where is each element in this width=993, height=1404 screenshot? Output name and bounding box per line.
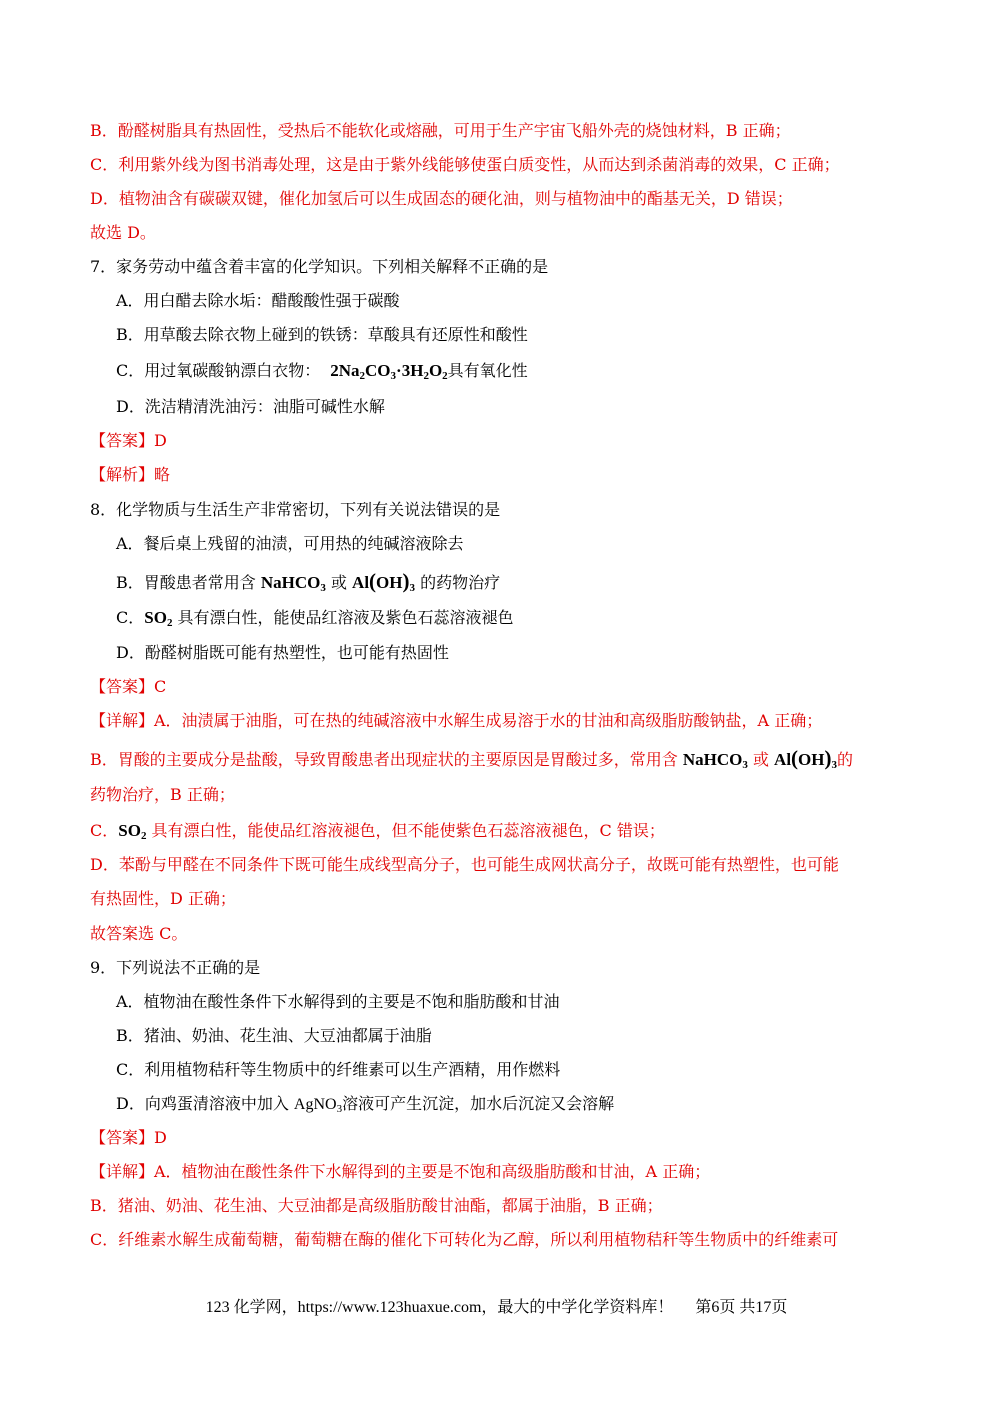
formula-so2: $SO_2$ [144, 608, 173, 629]
detail-8b-cont: 药物治疗，B 正确； [90, 785, 235, 804]
explanation-line: D．植物油含有碳碳双键，催化加氢后可以生成固态的硬化油，则与植物油中的酯基无关，D 错误； [90, 189, 793, 208]
detail-9b: B．猪油、奶油、花生油、大豆油都是高级脂肪酸甘油酯，都属于油脂，B 正确； [90, 1196, 663, 1215]
option-8b: B．胃酸患者常用含 NaHCO$_3$ 或 $Al(OH)_3$ 的药物治疗 [116, 569, 501, 594]
option-7c: C．用过氧碳酸钠漂白衣物： $2Na_2CO_3\cdot 3H_2O_2$具有氧化性 [116, 361, 528, 382]
detail-8d: D．苯酚与甲醛在不同条件下既可能生成线型高分子，也可能生成网状高分子，故既可能有热塑性，也可能 [90, 855, 839, 874]
option-9b: B．猪油、奶油、花生油、大豆油都属于油脂 [116, 1026, 432, 1045]
option-7d: D．洗洁精清洗油污：油脂可碱性水解 [116, 397, 385, 416]
option-9c: C．利用植物秸秆等生物质中的纤维素可以生产酒精，用作燃料 [116, 1060, 561, 1079]
detail-8c: C．$SO_2$ 具有漂白性，能使品红溶液褪色，但不能使紫色石蕊溶液褪色，C 错误； [90, 821, 665, 842]
question-8: 8．化学物质与生活生产非常密切，下列有关说法错误的是 [90, 500, 501, 519]
formula-aloh3: $Al(OH)_3$ [352, 569, 415, 594]
option-9d: D．向鸡蛋清溶液中加入 AgNO$_3$溶液可产生沉淀，加水后沉淀又会溶解 [116, 1094, 615, 1115]
detail-9c: C．纤维素水解生成葡萄糖，葡萄糖在酶的催化下可转化为乙醇，所以利用植物秸秆等生物质中的纤维素可 [90, 1230, 839, 1249]
answer-7: 【答案】D [90, 431, 167, 450]
formula-nahco3: NaHCO$_3$ [260, 573, 326, 594]
formula-aloh3: $Al(OH)_3$ [774, 746, 837, 771]
question-7: 7．家务劳动中蕴含着丰富的化学知识。下列相关解释不正确的是 [90, 257, 549, 276]
page-number: 第6页 共17页 [695, 1299, 788, 1316]
explanation-line: C．利用紫外线为图书消毒处理，这是由于紫外线能够使蛋白质变性，从而达到杀菌消毒的效果，C 正确； [90, 155, 840, 174]
formula-percarbonate: $2Na_2CO_3\cdot 3H_2O_2$ [330, 361, 448, 382]
explanation-line: B．酚醛树脂具有热固性，受热后不能软化或熔融，可用于生产宇宙飞船外壳的烧蚀材料，B 正确； [90, 121, 791, 140]
answer-9: 【答案】D [90, 1128, 167, 1147]
formula-so2: $SO_2$ [118, 821, 147, 842]
option-9a: A．植物油在酸性条件下水解得到的主要是不饱和脂肪酸和甘油 [116, 992, 560, 1011]
detail-8a: 【详解】A．油渍属于油脂，可在热的纯碱溶液中水解生成易溶于水的甘油和高级脂肪酸钠盐，A 正确； [90, 711, 823, 730]
detail-8b: B．胃酸的主要成分是盐酸，导致胃酸患者出现症状的主要原因是胃酸过多，常用含 NaHCO$_3$ 或 $Al(OH)_3$的 [90, 746, 854, 771]
conclusion-8: 故答案选 C。 [90, 924, 188, 943]
question-9: 9．下列说法不正确的是 [90, 958, 261, 977]
option-8a: A．餐后桌上残留的油渍，可用热的纯碱溶液除去 [116, 534, 464, 553]
formula-agno3: AgNO$_3$ [293, 1096, 343, 1115]
option-8d: D．酚醛树脂既可能有热塑性，也可能有热固性 [116, 643, 449, 662]
option-7b: B．用草酸去除衣物上碰到的铁锈：草酸具有还原性和酸性 [116, 325, 528, 344]
analysis-7: 【解析】略 [90, 465, 171, 484]
footer-site: 123 化学网，https://www.123huaxue.com，最大的中学化学资料库！ [205, 1299, 674, 1316]
detail-8d-cont: 有热固性，D 正确； [90, 889, 236, 908]
answer-8: 【答案】C [90, 677, 167, 696]
formula-nahco3: NaHCO$_3$ [682, 750, 748, 771]
option-7a: A．用白醋去除水垢：醋酸酸性强于碳酸 [116, 291, 400, 310]
explanation-line: 故选 D。 [90, 223, 156, 242]
option-8c: C．$SO_2$ 具有漂白性，能使品红溶液及紫色石蕊溶液褪色 [116, 608, 514, 629]
page-footer [0, 1298, 993, 1318]
detail-9a: 【详解】A．植物油在酸性条件下水解得到的主要是不饱和高级脂肪酸和甘油，A 正确； [90, 1162, 711, 1181]
